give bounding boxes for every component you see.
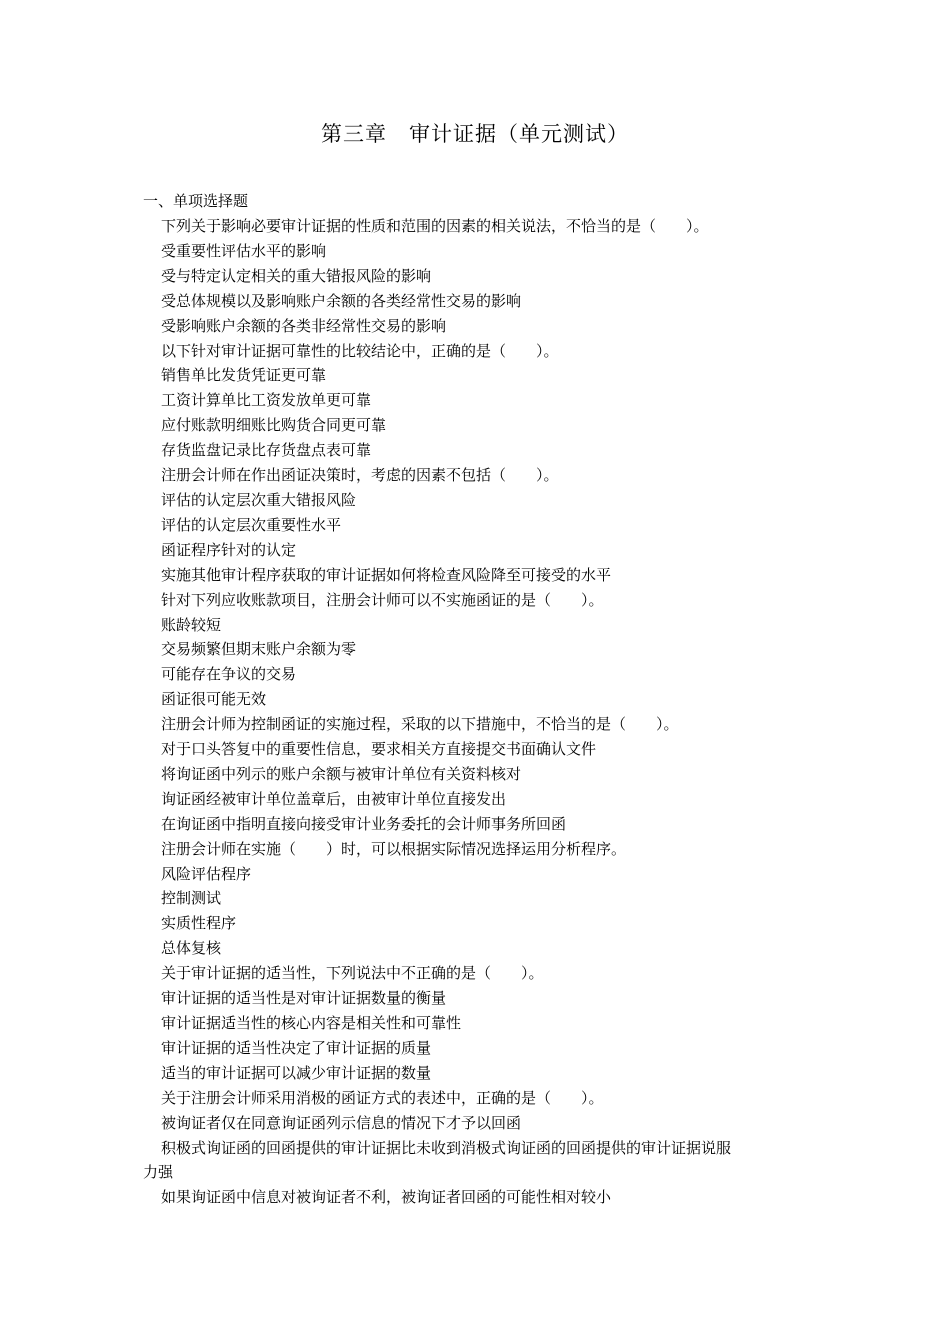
text-line: 账龄较短 <box>161 615 222 634</box>
text-line: 函证很可能无效 <box>161 690 267 709</box>
text-line: 函证程序针对的认定 <box>161 540 297 559</box>
text-line: 存货监盘记录比存货盘点表可靠 <box>161 441 372 460</box>
text-line: 适当的审计证据可以减少审计证据的数量 <box>161 1063 432 1082</box>
text-line: 总体复核 <box>161 939 222 958</box>
text-line: 下列关于影响必要审计证据的性质和范围的因素的相关说法，不恰当的是（ ）。 <box>161 217 709 235</box>
text-line: 受影响账户余额的各类非经常性交易的影响 <box>161 316 447 335</box>
text-line-wrapped-rest: 力强 <box>143 1163 174 1182</box>
text-line: 针对下列应收账款项目，注册会计师可以不实施函证的是（ ）。 <box>161 590 604 609</box>
page-title: 第三章 审计证据（单元测试） <box>321 122 629 146</box>
text-line: 工资计算单比工资发放单更可靠 <box>161 391 372 410</box>
text-line: 销售单比发货凭证更可靠 <box>161 366 327 385</box>
text-line: 注册会计师为控制函证的实施过程，采取的以下措施中，不恰当的是（ ）。 <box>161 715 679 734</box>
text-line: 注册会计师在作出函证决策时，考虑的因素不包括（ ）。 <box>161 466 559 485</box>
text-line: 实施其他审计程序获取的审计证据如何将检查风险降至可接受的水平 <box>161 565 612 584</box>
text-line: 如果询证函中信息对被询证者不利，被询证者回函的可能性相对较小 <box>161 1188 612 1207</box>
text-line: 评估的认定层次重要性水平 <box>161 515 342 534</box>
text-line: 在询证函中指明直接向接受审计业务委托的会计师事务所回函 <box>161 814 567 833</box>
text-line: 将询证函中列示的账户余额与被审计单位有关资料核对 <box>161 764 522 783</box>
text-line: 受重要性评估水平的影响 <box>161 241 327 260</box>
text-line: 以下针对审计证据可靠性的比较结论中，正确的是（ ）。 <box>161 341 559 360</box>
text-line: 评估的认定层次重大错报风险 <box>161 490 357 509</box>
text-line: 审计证据的适当性决定了审计证据的质量 <box>161 1038 432 1057</box>
text-line: 控制测试 <box>161 889 222 908</box>
text-line-wrapped-first: 积极式询证函的回函提供的审计证据比未收到消极式询证函的回函提供的审计证据说服 <box>161 1138 732 1157</box>
text-line: 被询证者仅在同意询证函列示信息的情况下才予以回函 <box>161 1113 522 1132</box>
text-line: 对于口头答复中的重要性信息，要求相关方直接提交书面确认文件 <box>161 740 597 759</box>
text-line: 风险评估程序 <box>161 864 252 883</box>
question-list <box>143 214 803 1210</box>
text-line: 受与特定认定相关的重大错报风险的影响 <box>161 266 432 285</box>
text-line: 审计证据适当性的核心内容是相关性和可靠性 <box>161 1014 462 1032</box>
text-line: 受总体规模以及影响账户余额的各类经常性交易的影响 <box>161 291 522 310</box>
text-line: 审计证据的适当性是对审计证据数量的衡量 <box>161 989 447 1008</box>
text-line: 注册会计师在实施（ ）时，可以根据实际情况选择运用分析程序。 <box>161 839 627 858</box>
text-line: 关于注册会计师采用消极的函证方式的表述中，正确的是（ ）。 <box>161 1088 604 1107</box>
section-heading: 一、单项选择题 <box>143 192 249 210</box>
text-line: 关于审计证据的适当性，下列说法中不正确的是（ ）。 <box>161 964 544 983</box>
text-line: 可能存在争议的交易 <box>161 665 297 684</box>
text-line: 实质性程序 <box>161 914 237 933</box>
text-line: 交易频繁但期末账户余额为零 <box>161 640 357 659</box>
text-line: 询证函经被审计单位盖章后，由被审计单位直接发出 <box>161 789 507 808</box>
text-line: 应付账款明细账比购货合同更可靠 <box>161 416 387 435</box>
